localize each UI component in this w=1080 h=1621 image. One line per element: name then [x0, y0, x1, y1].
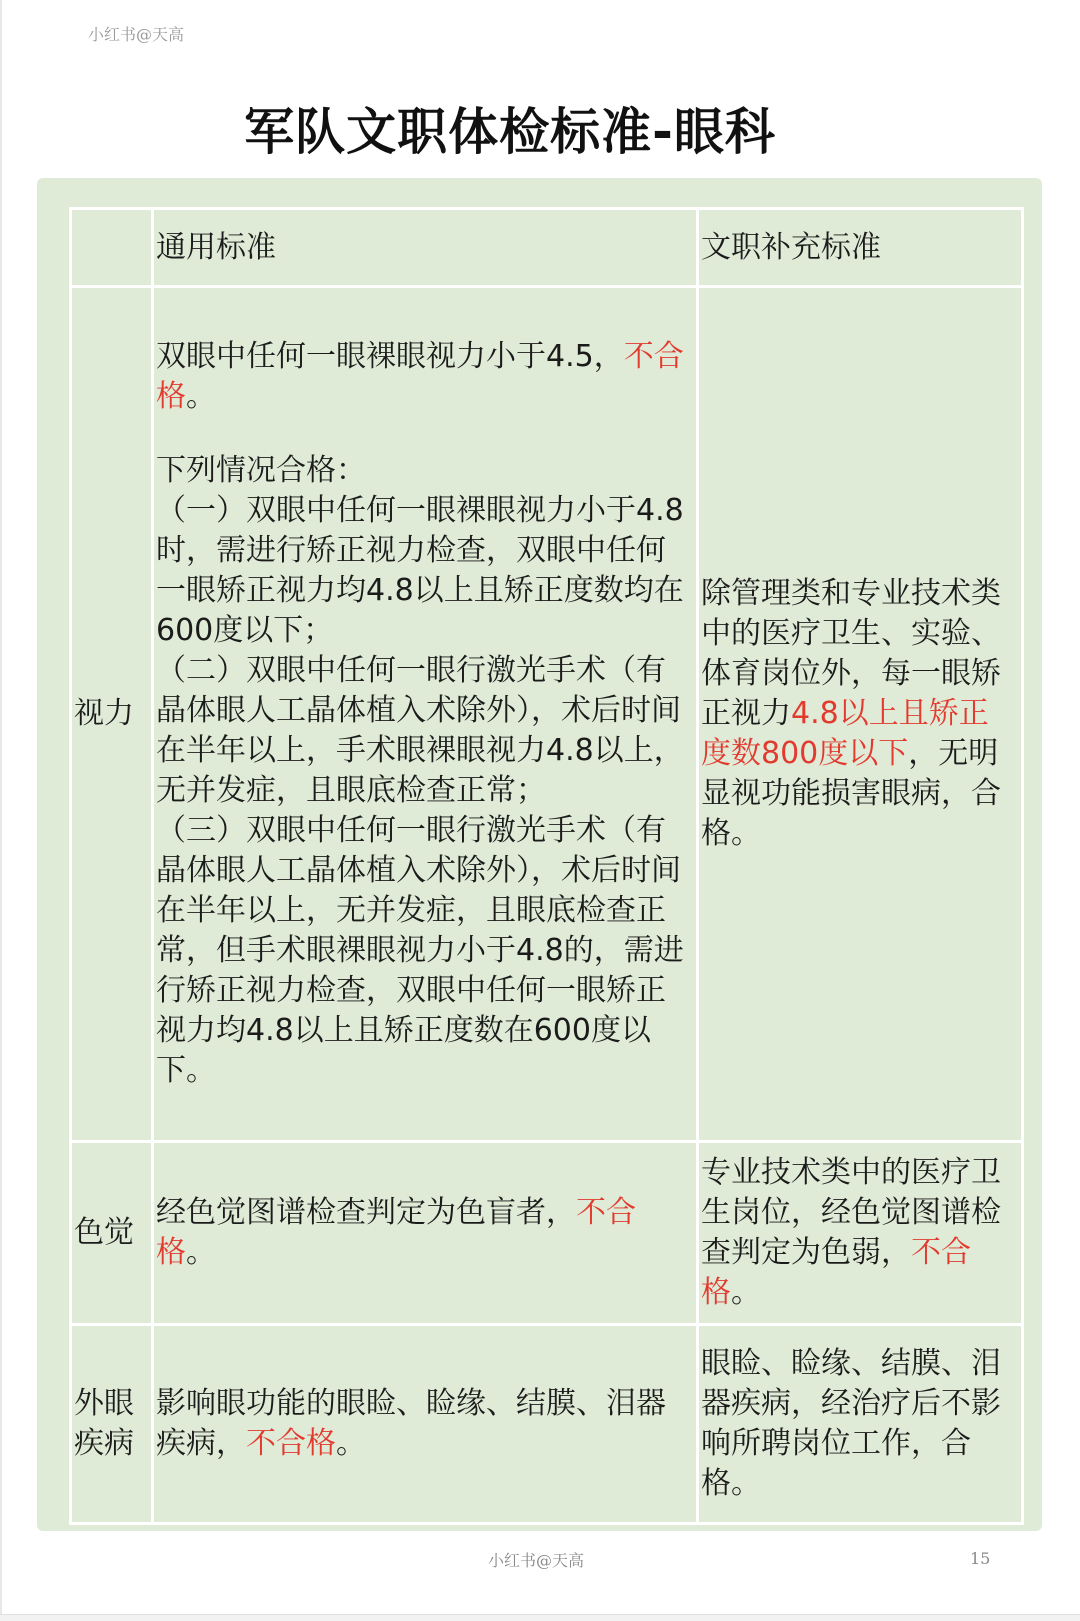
header-empty-cell	[71, 209, 153, 287]
vision-general-item-1: （一）双眼中任何一眼裸眼视力小于4.8时，需进行矫正视力检查，双眼中任何一眼矫正视力均4.8以上且矫正度数均在600度以下；	[156, 493, 684, 648]
vision-civil-end: ，无明显视功能损害眼病，合格。	[701, 736, 1001, 851]
color-civil-end: 。	[731, 1275, 761, 1310]
page-bottom-edge	[0, 1614, 1080, 1621]
color-general-text: 经色觉图谱检查判定为色盲者，	[156, 1195, 576, 1230]
header-general: 通用标准	[153, 209, 698, 287]
vision-general-item-3: （三）双眼中任何一眼行激光手术（有晶体眼人工晶体植入术除外），术后时间在半年以上，无并发症，且眼底检查正常，但手术眼裸眼视力小于4.8的，需进行矫正视力检查，双眼中任何一眼矫正视力均4.8以上且矫正度数在600度以下。	[156, 813, 684, 1088]
page-number: 15	[970, 1549, 991, 1568]
vision-general-fail-text: 双眼中任何一眼裸眼视力小于4.5，	[156, 339, 624, 374]
page-title: 军队文职体检标准-眼科	[244, 103, 776, 161]
eye-general-end: 。	[336, 1426, 366, 1461]
table-row-color	[71, 1142, 1023, 1325]
eye-general-red: 不合格	[246, 1426, 336, 1461]
row-label-color: 色觉	[71, 1142, 153, 1325]
vision-civil-text: 除管理类和专业技术类中的医疗卫生、实验、体育岗位外，每一眼矫正视力	[701, 576, 1001, 731]
color-civil-text: 专业技术类中的医疗卫生岗位，经色觉图谱检查判定为色弱，	[701, 1155, 1001, 1270]
vision-civil-cell	[698, 287, 1023, 1142]
page-edge	[0, 0, 2, 1621]
table-row-external-eye	[71, 1325, 1023, 1524]
vision-general-fail-rule	[156, 337, 690, 417]
color-civil-red: 不合格	[701, 1235, 971, 1310]
row-label-external-eye: 外眼疾病	[71, 1325, 153, 1524]
eye-civil-cell: 眼睑、睑缘、结膜、泪器疾病，经治疗后不影响所聘岗位工作，合格。	[698, 1325, 1023, 1524]
header-civil: 文职补充标准	[698, 209, 1023, 287]
color-civil-cell	[698, 1142, 1023, 1325]
vision-general-cell	[153, 287, 698, 1142]
table-header-row	[71, 209, 1023, 287]
vision-general-fail-red: 不合格	[156, 339, 684, 414]
vision-general-fail-end: 。	[186, 379, 216, 414]
watermark-top: 小红书@天高	[88, 25, 185, 44]
paragraph-gap	[156, 417, 690, 451]
row-label-vision: 视力	[71, 287, 153, 1142]
vision-civil-red: 4.8以上且矫正度数800度以下	[701, 696, 989, 771]
eye-general-text: 影响眼功能的眼睑、睑缘、结膜、泪器疾病，	[156, 1386, 666, 1461]
vision-general-intro: 下列情况合格：	[156, 453, 366, 488]
color-general-red: 不合格	[156, 1195, 636, 1270]
footer-watermark: 小红书@天高	[488, 1551, 585, 1570]
table-row-vision	[71, 287, 1023, 1142]
vision-general-item-2: （二）双眼中任何一眼行激光手术（有晶体眼人工晶体植入术除外），术后时间在半年以上，手术眼裸眼视力4.8以上，无并发症，且眼底检查正常；	[156, 653, 684, 808]
eye-general-cell	[153, 1325, 698, 1524]
color-general-end: 。	[186, 1235, 216, 1270]
standards-table	[69, 207, 1024, 1525]
color-general-cell	[153, 1142, 698, 1325]
